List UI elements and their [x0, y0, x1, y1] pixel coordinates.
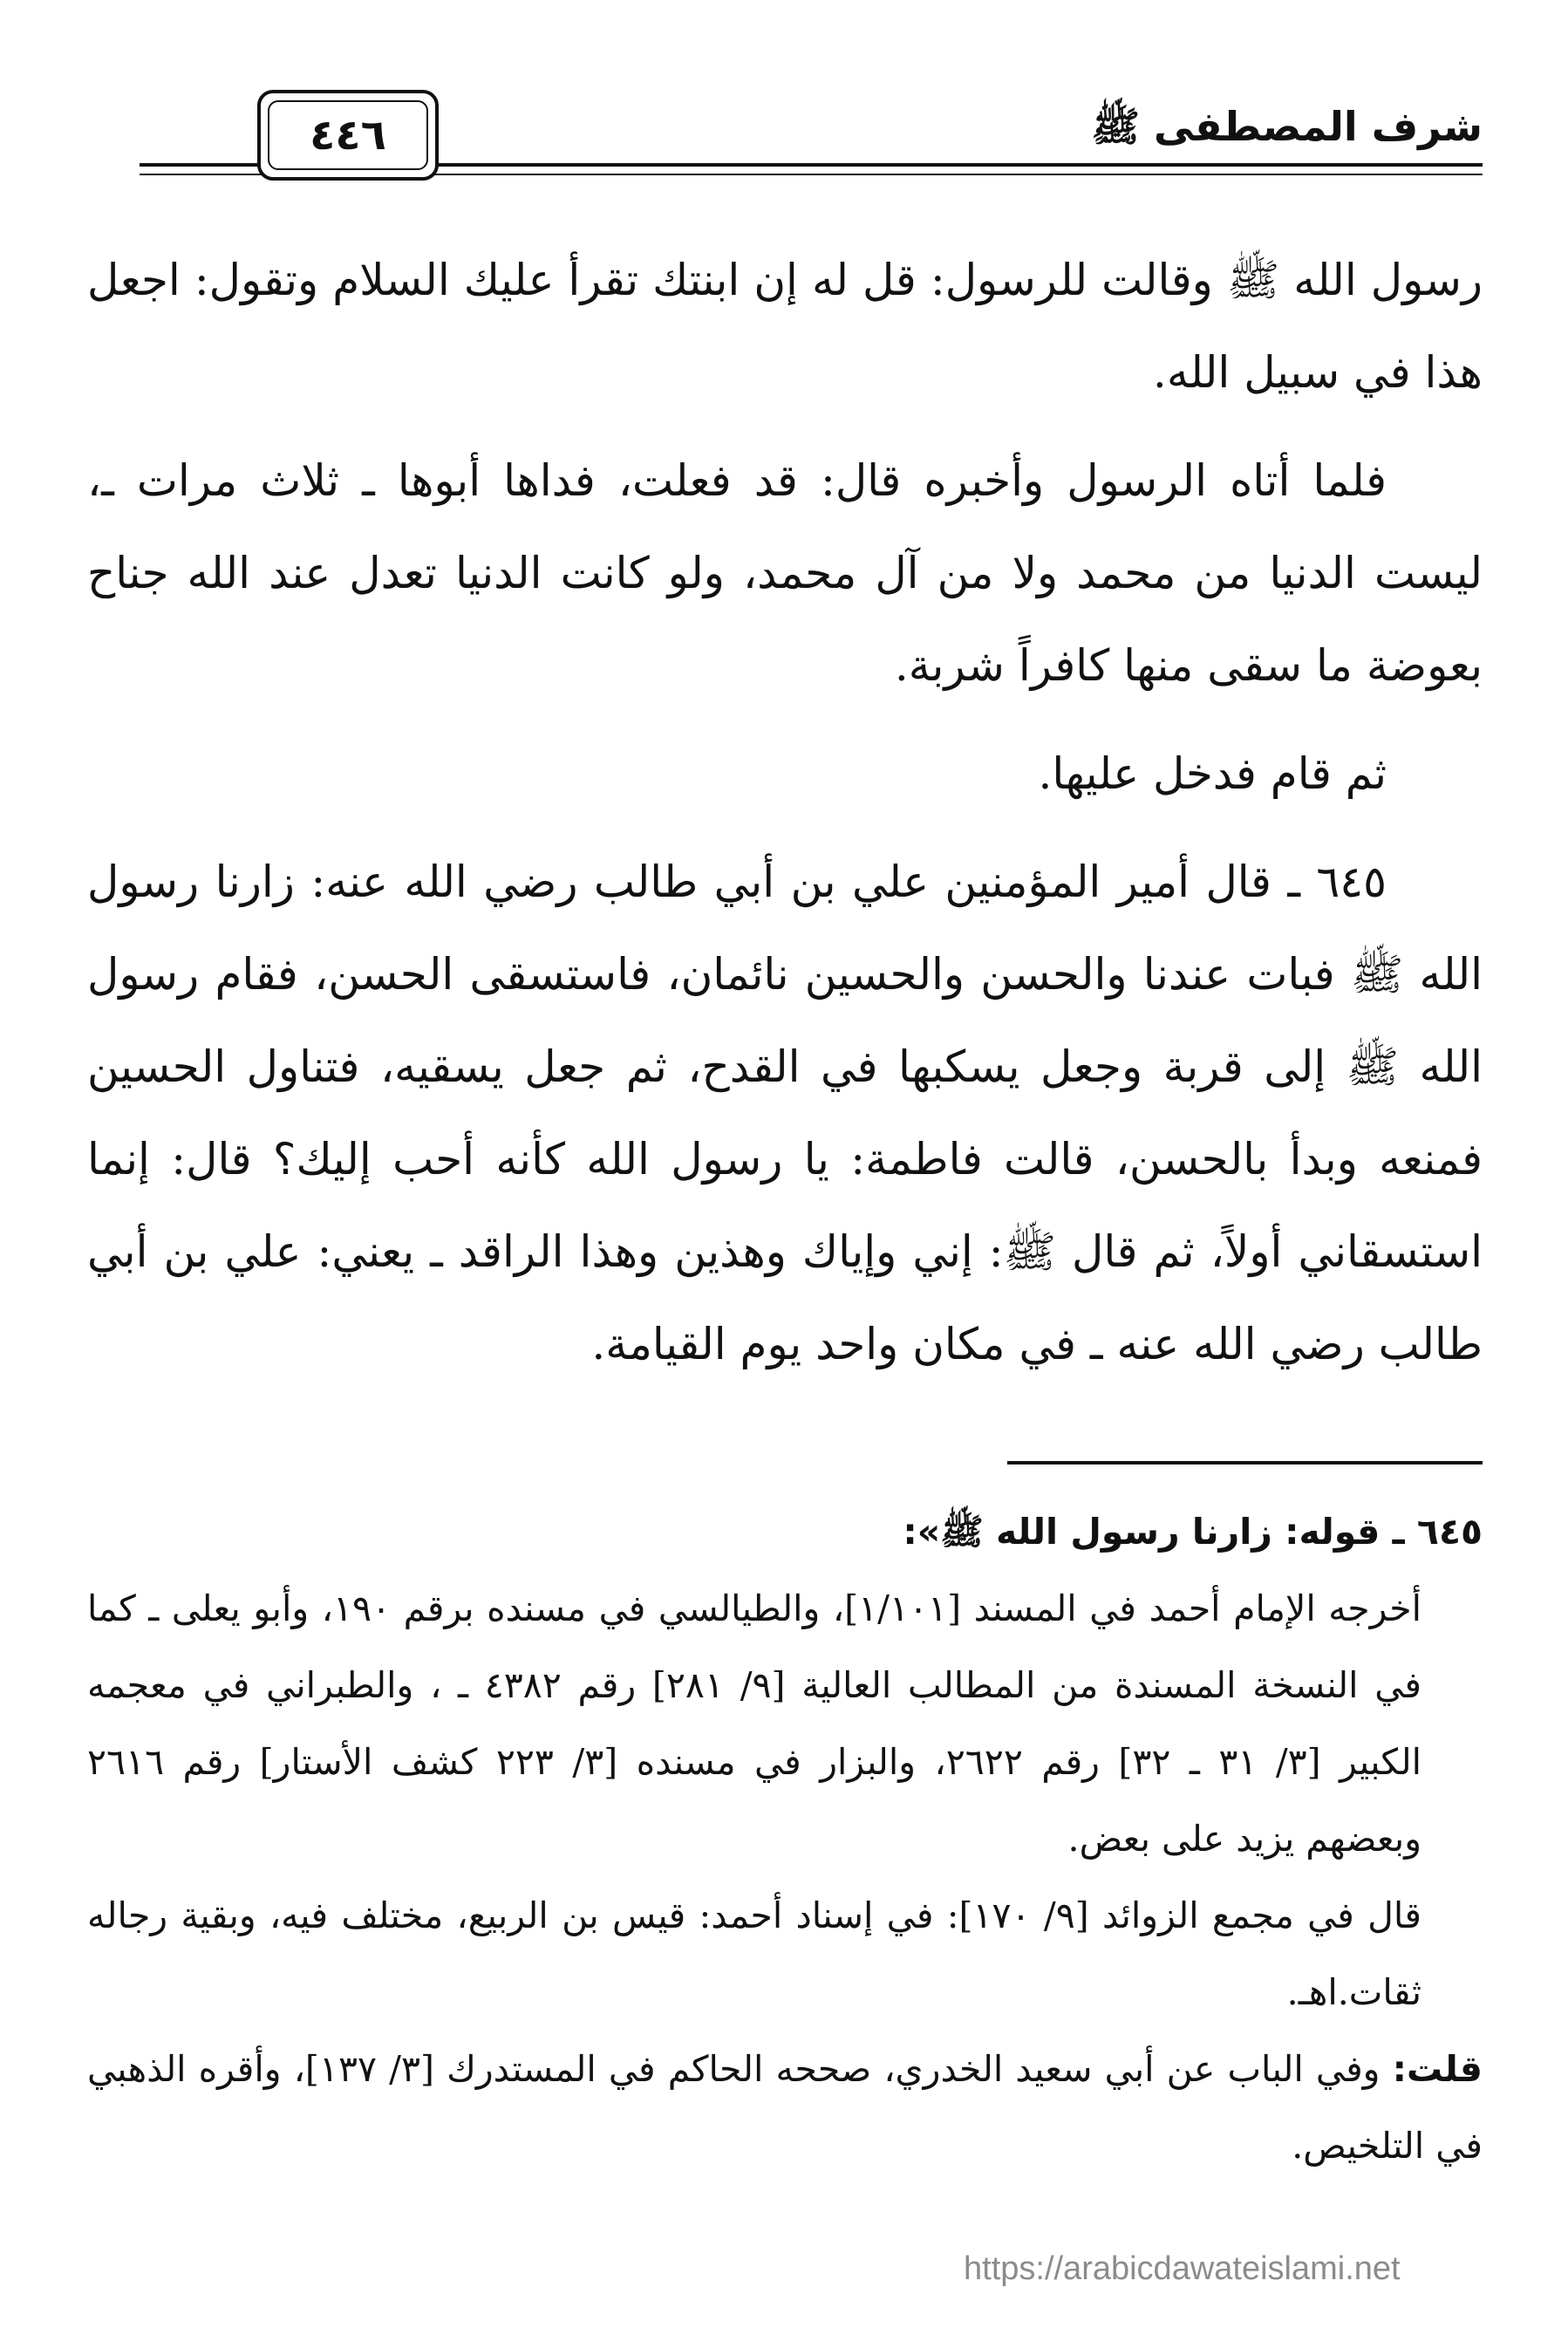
paragraph-3: ثم قام فدخل عليها.: [1038, 748, 1387, 799]
footnote-majma: قال في مجمع الزوائد [٩/ ١٧٠]: في إسناد أحمد: قيس بن الربيع، مختلف فيه، وبقية رجاله ثقات.اهـ.: [87, 1895, 1422, 2013]
footnote-separator: [1007, 1461, 1483, 1464]
footnote-note: [87, 2031, 1483, 2184]
watermark-url: https://arabicdawateislami.net: [964, 2250, 1401, 2287]
hadith-645: ٦٤٥ ـ قال أمير المؤمنين علي بن أبي طالب رضي الله عنه: زارنا رسول الله ﷺ فبات عندنا والحسن والحسين نائمان، فاستسقى الحسن، فقام رسول الله ﷺ إلى قربة وجعل يسكبها في القدح، ثم جعل يسقيه، فتناول الحسين فمنعه وبدأ بالحسن، قالت فاطمة: يا رسول الله كأنه أحب إليك؟ قال: إنما استسقاني أولاً، ثم قال ﷺ: إني وإياك وهذين وهذا الراقد ـ يعني: علي بن أبي طالب رضي الله عنه ـ في مكان واحد يوم القيامة.: [87, 857, 1483, 1369]
page-number-frame: [257, 90, 439, 181]
footnote-heading: ٦٤٥ ـ قوله: زارنا رسول الله ﷺ»:: [903, 1511, 1483, 1553]
main-text: [87, 234, 1483, 1390]
book-title: شرف المصطفى ﷺ: [1091, 103, 1483, 150]
page-header: [140, 83, 1483, 188]
footnote-takhrij: أخرجه الإمام أحمد في المسند [١/١٠١]، والطيالسي في مسنده برقم ١٩٠، وأبو يعلى ـ كما في النسخة المسندة من المطالب العالية [٩/ ٢٨١] رقم ٤٣٨٢ ـ ، والطبراني في معجمه الكبير [٣/ ٣١ ـ ٣٢] رقم ٢٦٢٢، والبزار في مسنده [٣/ ٢٢٣ كشف الأستار] رقم ٢٦١٦ وبعضهم يزيد على بعض.: [87, 1587, 1421, 1860]
page-number: ٤٤٦: [268, 100, 428, 170]
footnote-note-text: وفي الباب عن أبي سعيد الخدري، صححه الحاكم في المستدرك [٣/ ١٣٧]، وأقره الذهبي في التلخيص.: [87, 2048, 1483, 2167]
paragraph-2: فلما أتاه الرسول وأخبره قال: قد فعلت، فداها أبوها ـ ثلاث مرات ـ، ليست الدنيا من محمد ولا من آل محمد، ولو كانت الدنيا تعدل عند الله جناح بعوضة ما سقى منها كافراً شربة.: [87, 455, 1483, 691]
footnotes: [87, 1493, 1483, 2184]
footnote-note-label: قلت:: [1392, 2048, 1483, 2090]
paragraph-1: رسول الله ﷺ وقالت للرسول: قل له إن ابنتك تقرأ عليك السلام وتقول: اجعل هذا في سبيل الله.: [87, 255, 1483, 398]
